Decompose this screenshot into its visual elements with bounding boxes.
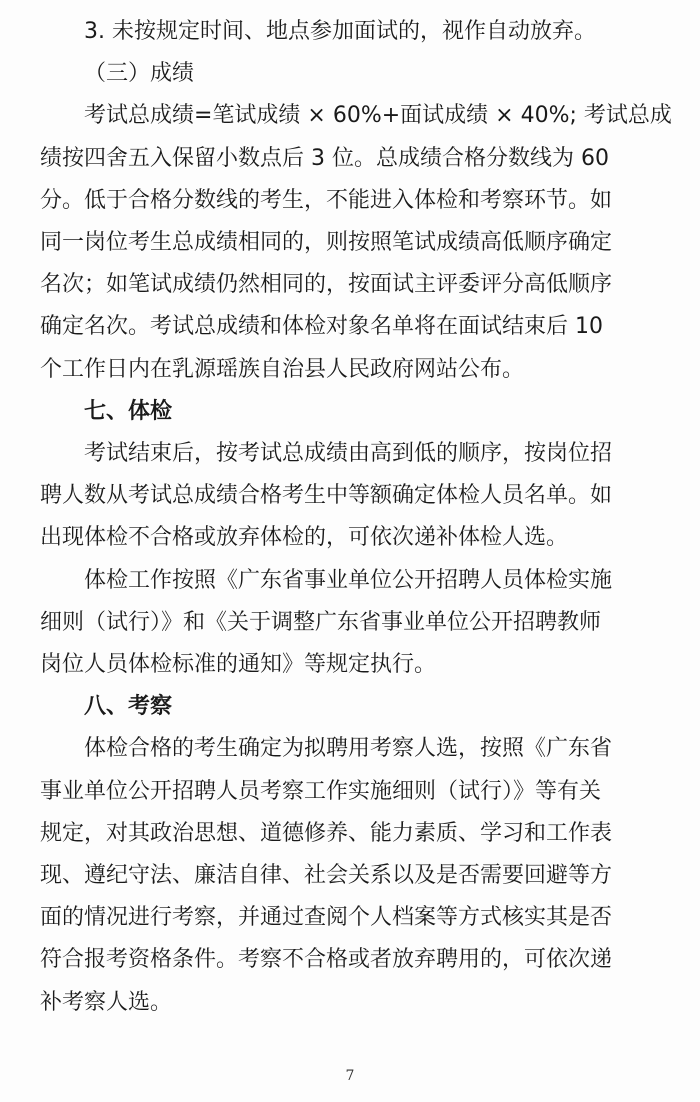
text-line: 考试结束后，按考试总成绩由高到低的顺序，按岗位招 [84, 441, 613, 466]
text-line: 名次；如笔试成绩仍然相同的，按面试主评委评分高低顺序 [40, 272, 613, 297]
text-line: 岗位人员体检标准的通知》等规定执行。 [40, 652, 437, 677]
page-number: 7 [345, 1068, 355, 1084]
text-line: 考试总成绩=笔试成绩 × 60%+面试成绩 × 40%; 考试总成 [84, 103, 672, 128]
text-line: 事业单位公开招聘人员考察工作实施细则（试行）》等有关 [40, 779, 602, 804]
text-line: 个工作日内在乳源瑶族自治县人民政府网站公布。 [40, 357, 525, 382]
text-line: 体检合格的考生确定为拟聘用考察人选，按照《广东省 [84, 736, 613, 761]
section-heading: （三）成绩 [84, 61, 195, 86]
text-line: 确定名次。考试总成绩和体检对象名单将在面试结束后 10 [40, 314, 603, 339]
text-line: 细则（试行）》和《关于调整广东省事业单位公开招聘教师 [40, 610, 602, 635]
text-line: 面的情况进行考察，并通过查阅个人档案等方式核实其是否 [40, 905, 613, 930]
text-line: 聘人数从考试总成绩合格考生中等额确定体检人员名单。如 [40, 483, 613, 508]
text-line: 补考察人选。 [40, 990, 173, 1015]
text-line: 体检工作按照《广东省事业单位公开招聘人员体检实施 [84, 568, 613, 593]
text-line: 分。低于合格分数线的考生，不能进入体检和考察环节。如 [40, 188, 613, 213]
text-line: 3. 未按规定时间、地点参加面试的，视作自动放弃。 [84, 19, 596, 44]
text-line: 出现体检不合格或放弃体检的，可依次递补体检人选。 [40, 525, 569, 550]
text-line: 符合报考资格条件。考察不合格或者放弃聘用的，可依次递 [40, 947, 613, 972]
text-line: 规定，对其政治思想、道德修养、能力素质、学习和工作表 [40, 821, 613, 846]
text-line: 同一岗位考生总成绩相同的，则按照笔试成绩高低顺序确定 [40, 230, 613, 255]
text-line: 现、遵纪守法、廉洁自律、社会关系以及是否需要回避等方 [40, 863, 613, 888]
text-line: 绩按四舍五入保留小数点后 3 位。总成绩合格分数线为 60 [40, 146, 609, 171]
section-heading: 七、体检 [84, 399, 173, 424]
section-heading: 八、考察 [84, 694, 173, 719]
